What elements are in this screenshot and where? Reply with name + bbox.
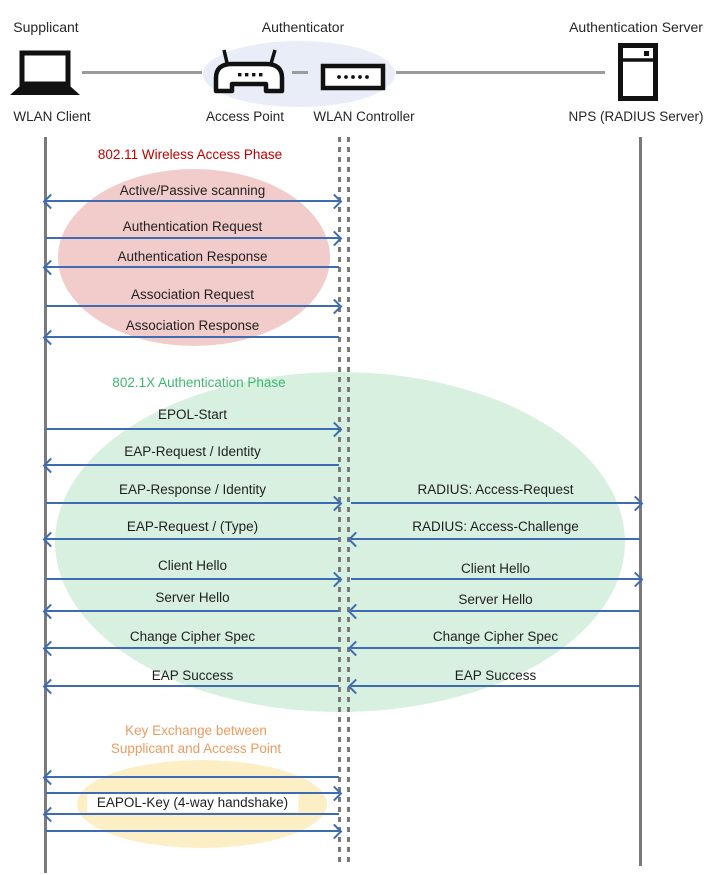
message-arrow xyxy=(351,685,640,687)
message-label: EAP-Request / Identity xyxy=(124,444,261,459)
message-arrow xyxy=(46,685,339,687)
message-arrow xyxy=(46,464,339,466)
message-label: EAPOL-Key (4-way handshake) xyxy=(87,794,298,812)
message-arrow xyxy=(46,266,339,268)
supplicant-role-label: Supplicant xyxy=(13,19,79,35)
wireless-router-icon xyxy=(208,47,290,95)
message-label: Active/Passive scanning xyxy=(119,183,266,198)
laptop-icon xyxy=(8,49,82,97)
message-label: EAP-Request / (Type) xyxy=(126,519,259,534)
message-label: EPOL-Start xyxy=(157,407,228,422)
message-arrow xyxy=(46,538,339,540)
authenticator-role-label: Authenticator xyxy=(261,19,345,35)
message-label: Server Hello xyxy=(458,592,533,607)
message-arrow xyxy=(351,502,640,504)
nps-server-label: NPS (RADIUS Server) xyxy=(568,109,704,124)
message-arrow xyxy=(46,578,339,580)
message-label: Client Hello xyxy=(157,558,228,573)
access-point-label: Access Point xyxy=(205,109,285,124)
message-label: Server Hello xyxy=(155,590,230,605)
message-label: Change Cipher Spec xyxy=(129,629,256,644)
message-label: EAP Success xyxy=(454,668,537,683)
connector-ap-controller xyxy=(292,71,308,74)
message-arrow xyxy=(46,610,339,612)
supplicant-lifeline xyxy=(44,137,47,873)
message-label: Authentication Request xyxy=(122,219,263,234)
message-arrow xyxy=(46,647,339,649)
connector-controller-server xyxy=(396,71,605,74)
message-arrow xyxy=(46,336,339,338)
message-arrow xyxy=(46,305,339,307)
message-arrow xyxy=(351,578,640,580)
server-tower-icon xyxy=(617,42,659,102)
wlan-client-label: WLAN Client xyxy=(13,109,91,124)
message-label: RADIUS: Access-Challenge xyxy=(412,519,579,534)
controller-lifeline-dash-2 xyxy=(347,137,350,866)
message-arrow xyxy=(46,813,339,815)
message-label: Authentication Response xyxy=(117,249,268,264)
message-label: EAP-Response / Identity xyxy=(118,482,267,497)
message-arrow xyxy=(46,200,339,202)
message-arrow xyxy=(351,610,640,612)
key-exchange-phase-title xyxy=(76,722,316,758)
message-label: Association Request xyxy=(130,287,255,302)
controller-box-icon xyxy=(320,63,386,91)
connector-client-ap xyxy=(82,71,202,74)
message-arrow xyxy=(351,538,640,540)
message-label: Client Hello xyxy=(460,561,531,576)
message-arrow xyxy=(46,428,339,430)
message-label: Association Response xyxy=(125,318,260,333)
message-arrow xyxy=(46,502,339,504)
message-arrow xyxy=(46,830,339,832)
message-label: Change Cipher Spec xyxy=(432,629,559,644)
message-arrow xyxy=(46,237,339,239)
message-label: RADIUS: Access-Request xyxy=(417,482,574,497)
dot1x-phase-title: 802.1X Authentication Phase xyxy=(112,375,286,390)
key-exchange-title-line1: Key Exchange between xyxy=(125,723,267,738)
message-arrow xyxy=(351,647,640,649)
key-exchange-title-line2: Supplicant and Access Point xyxy=(110,741,282,756)
auth-server-role-label: Authentication Server xyxy=(569,19,703,35)
message-arrow xyxy=(46,776,339,778)
message-label: EAP Success xyxy=(151,668,234,683)
wireless-phase-title: 802.11 Wireless Access Phase xyxy=(97,147,283,162)
wlan-controller-label: WLAN Controller xyxy=(313,109,415,124)
